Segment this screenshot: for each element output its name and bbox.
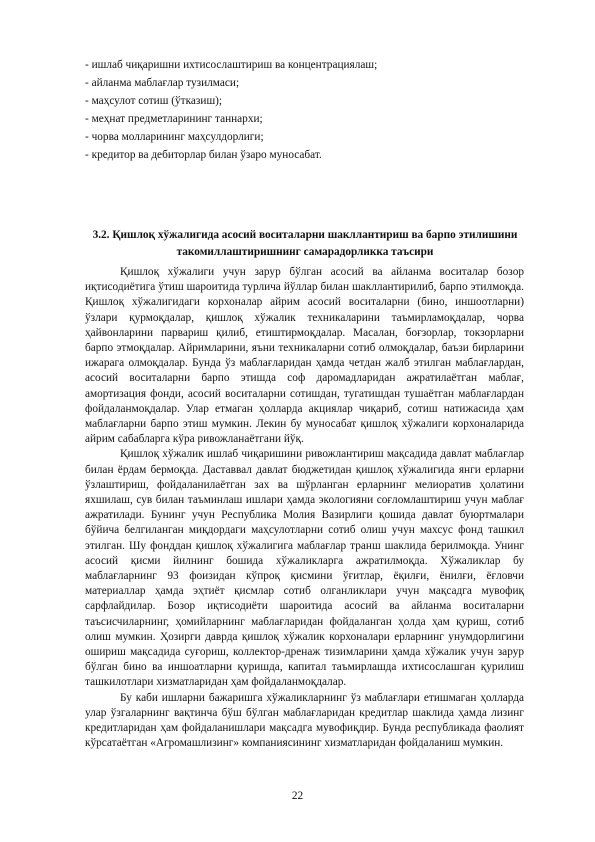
list-item: - кредитор ва дебиторлар билан ўзаро муносабат. [85, 149, 322, 161]
list-item: - айланма маблағлар тузилмаси; [85, 77, 240, 89]
list-item: - маҳсулот сотиш (ўтказиш); [85, 95, 223, 107]
section-heading-line-1: 3.2. Қишлоқ хўжалигида асосий воситаларни шакллантириш ва барпо этилишини [92, 229, 518, 241]
section-body [85, 265, 524, 752]
list-item: - чорва молларининг маҳсулдорлиги; [85, 131, 264, 143]
list-item: - меҳнат предметларининг таннархи; [85, 113, 263, 125]
page-number: 22 [291, 790, 304, 802]
paragraph: Қишлоқ хўжалиги учун зарур бўлган асосий ва айланма воситалар бозор иқтисодиётига ўтиш шароитида турлича йўллар билан шакллантирилиб, барпо этилмоқда. Қишлоқ хўжалигидаги корхоналар айрим асосий воситаларни (бино, иншоотларни) ўзлари қурмоқдалар, қишлоқ хўжалик техникаларини таъмирламоқдалар, чорва ҳайвонларини парвариш қилиб, етиштирмоқдалар. Масалан, боғзорлар, токзорларни барпо этмоқдалар. Айримларини, яъни техникаларни сотиб олмоқдалар, баъзи бирларини ижарага олмоқдалар. Бунда ўз маблағларидан ҳамда четдан жалб этилган маблағлардан, асосий воситаларни барпо этишда соф даромадларидан ажратилаётган маблағ, амортизация фонди, асосий воситаларни сотишдан, тугатишдан тушаётган маблағлардан фойдаланмоқдалар. Улар етмаган ҳолларда акциялар чиқариб, сотиш натижасида ҳам маблағларни барпо этиш мумкин. Лекин бу муносабат қишлоқ хўжалиги корхоналарида айрим сабабларга кўра ривожланаётгани йўқ. [85, 266, 524, 446]
section-heading [85, 227, 525, 261]
paragraph: Қишлоқ хўжалик ишлаб чиқаришини ривожлантириш мақсадида давлат маблағлар билан ёрдам бермоқда. Даставвал давлат бюджетидан қишлоқ хўжалигида янги ерларни ўзлаштириш, фойдаланилаётган зах ва шўрланган ерларнинг мелиоратив ҳолатини яхшилаш, сув билан таъминлаш ишлари ҳамда экологияни соғломлаштириш учун маблағ ажратилади. Бунинг учун Республика Молия Вазирлиги қошида давлат буюртмалари бўйича белгиланган миқдордаги маҳсулотларни сотиб олиш учун махсус фонд ташкил этилган. Шу фонддан қишлоқ хўжалигига маблағлар транш шаклида берилмоқда. Унинг асосий қисми йилнинг бошида хўжаликларга ажратилмоқда. Хўжаликлар бу маблағларнинг 93 фоизидан кўпроқ қисмини ўғитлар, ёқилғи, ёнилғи, ёғловчи материаллар ҳамда эҳтиёт қисмлар сотиб олганликлари учун мақсадга мувофиқ сарфлайдилар. Бозор иқтисодиёти шароитида асосий ва айланма воситаларни таъсисчиларнинг, ҳомийларнинг маблағларидан фойдаланган ҳолда ҳам қуриш, сотиб олиш мумкин. Ҳозирги даврда қишлоқ хўжалик корхоналари ерларнинг унумдорлигини ошириш мақсадида суғориш, коллектор-дренаж тизимларини ҳамда хўжалик учун зарур бўлган бино ва иншоатларни қуришда, капитал таъмирлашда ихтисослашган қурилиш ташкилотлари хизматларидан ҳам фойдаланмоқдалар. [85, 448, 524, 689]
list-item: - ишлаб чиқаришни ихтисослаштириш ва концентрациялаш; [85, 59, 378, 71]
paragraph: Бу каби ишларни бажаришга хўжаликларнинг ўз маблағлари етишмаган ҳолларда улар ўзгаларнинг вақтинча бўш бўлган маблағларидан кредитлар шаклида ҳамда лизинг кредитларидан ҳам фойдаланишлари мақсадга мувофиқдир. Бунда республикада фаолият кўрсатаётган «Агромашлизинг» компаниясининг хизматларидан фойдаланиш мумкин. [85, 691, 524, 750]
factor-list [85, 56, 525, 164]
section-heading-line-2: такомиллаштиришнинг самарадорликка таъсири [176, 246, 434, 258]
